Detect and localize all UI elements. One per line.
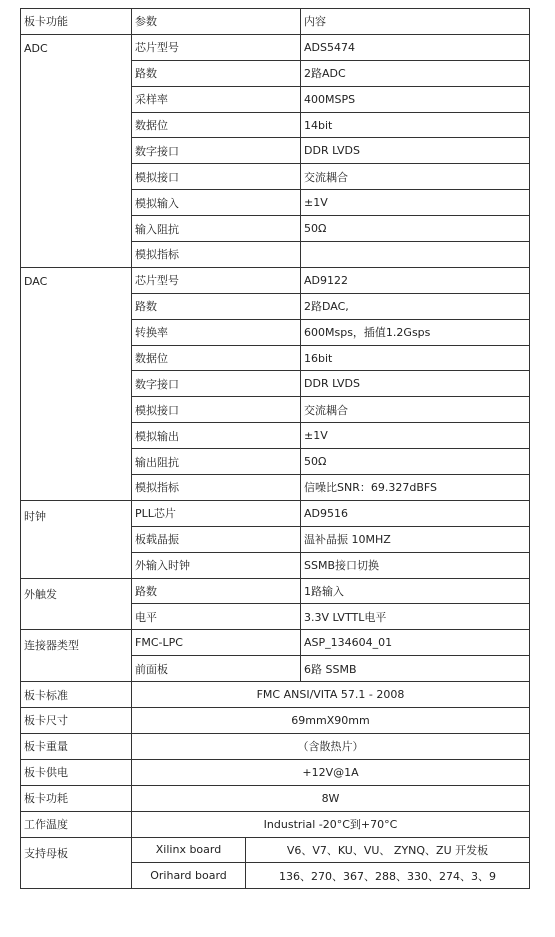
- spec-label: 板卡功耗: [21, 785, 132, 811]
- value-cell: 2路ADC: [301, 60, 530, 86]
- group-label-trigger: 外触发: [21, 578, 132, 630]
- spec-label: 板卡重量: [21, 733, 132, 759]
- param-cell: 路数: [132, 293, 301, 319]
- value-cell: DDR LVDS: [301, 138, 530, 164]
- param-cell: 数据位: [132, 112, 301, 138]
- param-cell: 模拟接口: [132, 397, 301, 423]
- table-row: [21, 682, 530, 708]
- param-cell: 路数: [132, 60, 301, 86]
- table-row: [21, 578, 530, 604]
- spec-label: 板卡标准: [21, 682, 132, 708]
- value-cell: 2路DAC,: [301, 293, 530, 319]
- board-name: Xilinx board: [132, 837, 246, 863]
- param-cell: 模拟输出: [132, 423, 301, 449]
- param-cell: 芯片型号: [132, 267, 301, 293]
- group-label-dac: DAC: [21, 267, 132, 500]
- value-cell: ±1V: [301, 190, 530, 216]
- spec-label: 板卡尺寸: [21, 708, 132, 734]
- value-cell: 50Ω: [301, 216, 530, 242]
- param-cell: 数据位: [132, 345, 301, 371]
- value-cell: 1路输入: [301, 578, 530, 604]
- value-cell: 信噪比SNR：69.327dBFS: [301, 475, 530, 501]
- param-cell: 模拟接口: [132, 164, 301, 190]
- value-cell: 6路 SSMB: [301, 656, 530, 682]
- spec-table: [20, 8, 530, 889]
- spec-value: Industrial -20°C到+70°C: [132, 811, 530, 837]
- param-cell: 模拟输入: [132, 190, 301, 216]
- group-label-adc: ADC: [21, 34, 132, 267]
- group-label-connector: 连接器类型: [21, 630, 132, 682]
- param-cell: PLL芯片: [132, 500, 301, 526]
- param-cell: 前面板: [132, 656, 301, 682]
- value-cell: 交流耦合: [301, 397, 530, 423]
- value-cell: AD9122: [301, 267, 530, 293]
- board-models: V6、V7、KU、VU、 ZYNQ、ZU 开发板: [246, 837, 530, 863]
- table-row: [21, 708, 530, 734]
- table-row: [21, 630, 530, 656]
- value-cell: 16bit: [301, 345, 530, 371]
- value-cell: [301, 242, 530, 268]
- spec-value: FMC ANSI/VITA 57.1 - 2008: [132, 682, 530, 708]
- param-cell: 路数: [132, 578, 301, 604]
- table-row: [21, 759, 530, 785]
- value-cell: ASP_134604_01: [301, 630, 530, 656]
- param-cell: 数字接口: [132, 371, 301, 397]
- value-cell: DDR LVDS: [301, 371, 530, 397]
- spec-label: 板卡供电: [21, 759, 132, 785]
- header-param: 参数: [132, 9, 301, 35]
- value-cell: 600Msps，插值1.2Gsps: [301, 319, 530, 345]
- table-row: [21, 811, 530, 837]
- board-models: 136、270、367、288、330、274、3、9: [246, 863, 530, 889]
- param-cell: 模拟指标: [132, 242, 301, 268]
- param-cell: 输出阻抗: [132, 449, 301, 475]
- table-row: [21, 267, 530, 293]
- table-row: [21, 34, 530, 60]
- value-cell: AD9516: [301, 500, 530, 526]
- param-cell: FMC-LPC: [132, 630, 301, 656]
- param-cell: 采样率: [132, 86, 301, 112]
- value-cell: 50Ω: [301, 449, 530, 475]
- spec-value: 69mmX90mm: [132, 708, 530, 734]
- header-function: 板卡功能: [21, 9, 132, 35]
- table-row: [21, 733, 530, 759]
- param-cell: 外输入时钟: [132, 552, 301, 578]
- param-cell: 模拟指标: [132, 475, 301, 501]
- value-cell: 交流耦合: [301, 164, 530, 190]
- group-label-boards: 支持母板: [21, 837, 132, 889]
- table-header-row: [21, 9, 530, 35]
- table-row: [21, 500, 530, 526]
- header-content: 内容: [301, 9, 530, 35]
- param-cell: 电平: [132, 604, 301, 630]
- param-cell: 芯片型号: [132, 34, 301, 60]
- param-cell: 数字接口: [132, 138, 301, 164]
- value-cell: 3.3V LVTTL电平: [301, 604, 530, 630]
- value-cell: ADS5474: [301, 34, 530, 60]
- param-cell: 转换率: [132, 319, 301, 345]
- value-cell: 温补晶振 10MHZ: [301, 526, 530, 552]
- table-row: [21, 837, 530, 863]
- group-label-clock: 时钟: [21, 500, 132, 578]
- param-cell: 输入阻抗: [132, 216, 301, 242]
- param-cell: 板载晶振: [132, 526, 301, 552]
- table-row: [21, 785, 530, 811]
- value-cell: ±1V: [301, 423, 530, 449]
- spec-value: +12V@1A: [132, 759, 530, 785]
- spec-label: 工作温度: [21, 811, 132, 837]
- value-cell: SSMB接口切换: [301, 552, 530, 578]
- board-name: Orihard board: [132, 863, 246, 889]
- value-cell: 14bit: [301, 112, 530, 138]
- spec-value: 8W: [132, 785, 530, 811]
- value-cell: 400MSPS: [301, 86, 530, 112]
- spec-value: （含散热片）: [132, 733, 530, 759]
